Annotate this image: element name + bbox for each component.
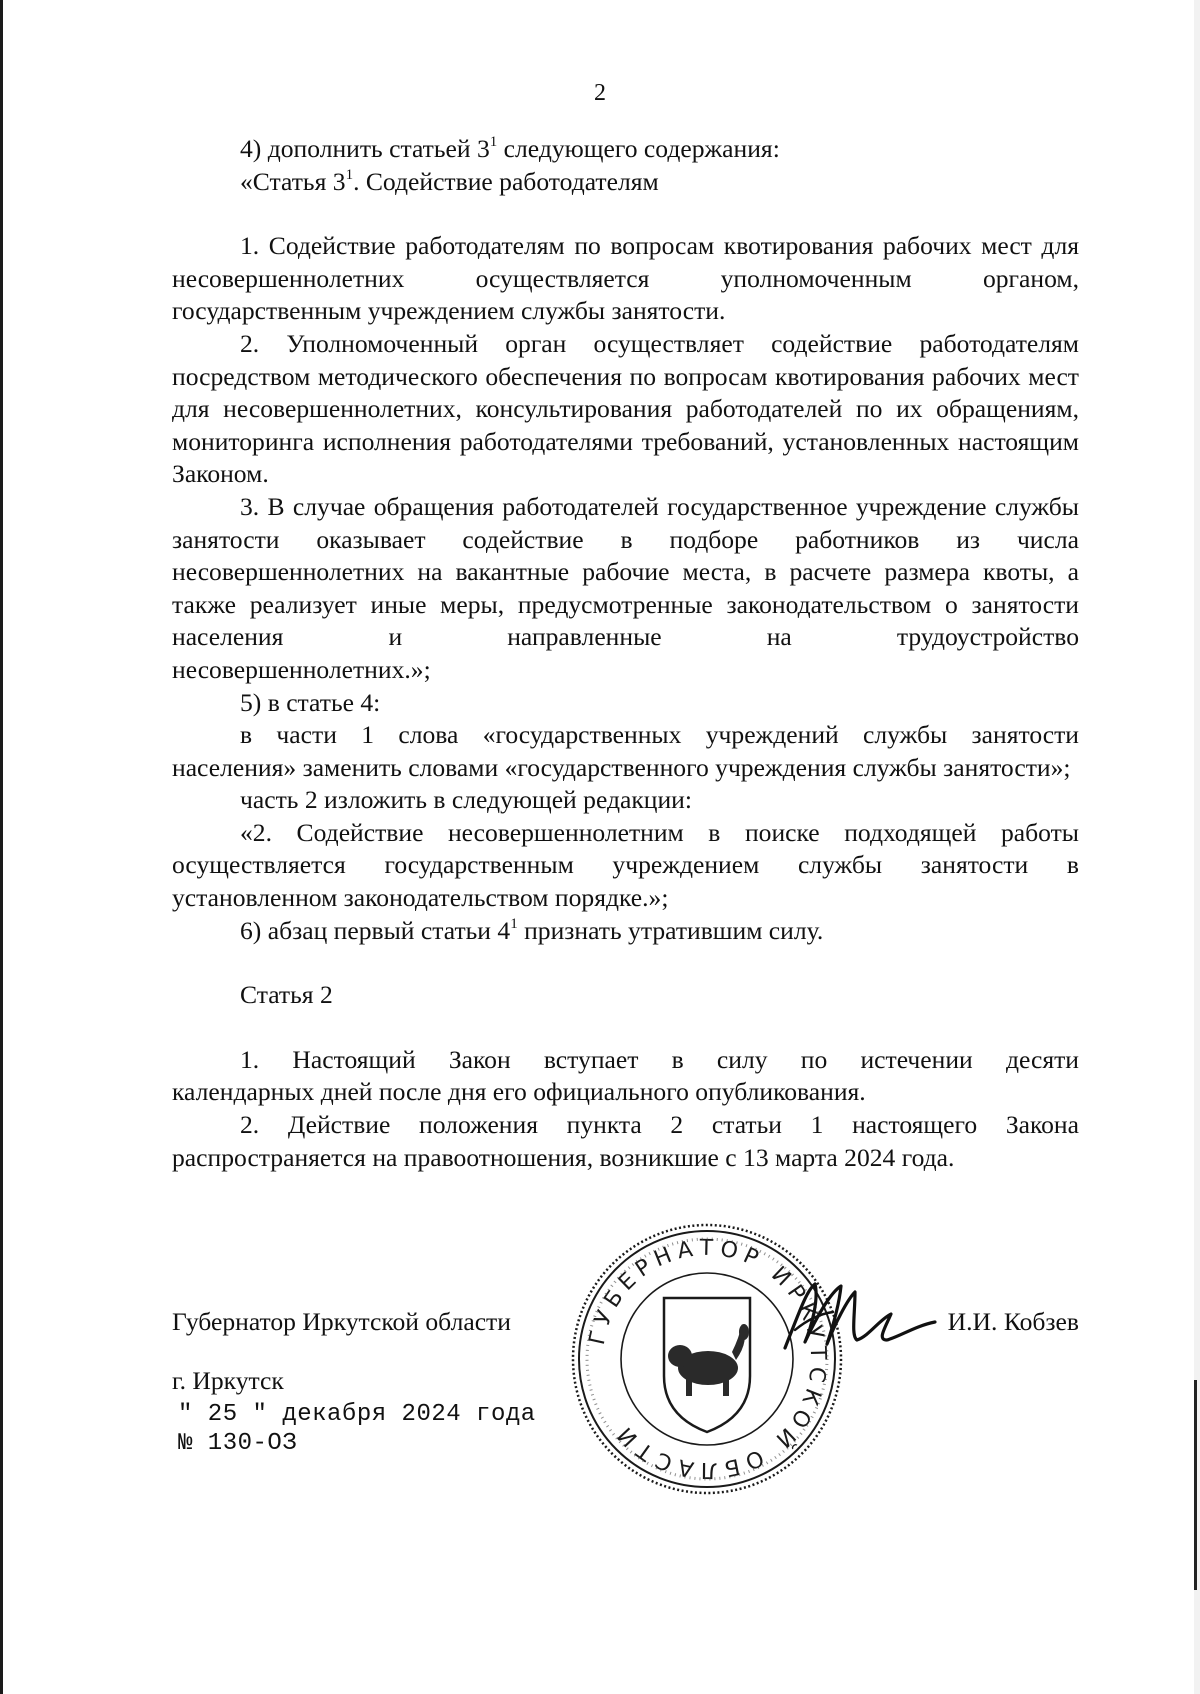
- scan-edge: [1194, 0, 1200, 1694]
- article-3-1-paragraph-3-end: несовершеннолетних.»;: [172, 654, 431, 684]
- item-5-part-1: в части 1 слова «государственных учреждений службы занятости населения» заменить словами «государственного учреждения службы занятости»;: [172, 720, 1079, 782]
- law-number: № 130-ОЗ: [178, 1430, 298, 1457]
- article-3-1-paragraph-2: 2. Уполномоченный орган осуществляет содействие работодателям посредством методического обеспечения по вопросам квотирования рабочих мест для несовершеннолетних, консультирования работодателей по их обращениям, мониторинга исполнения работодателями требований, установленных настоящим Законом.: [172, 328, 1079, 489]
- signatory-name: И.И. Кобзев: [947, 1307, 1079, 1336]
- signature-row: [172, 1306, 1079, 1338]
- law-text: [172, 133, 1079, 1174]
- item-5: 5) в статье 4:: [240, 687, 381, 717]
- article-2-paragraph-2: 2. Действие положения пункта 2 статьи 1 настоящего Закона: [240, 1110, 1079, 1140]
- item-4: 4) дополнить статьей $3^1$ следующего содержания:: [240, 134, 780, 163]
- seal-text: ГУБЕРНАТОР ИРКУТСКОЙ ОБЛАСТИ: [584, 1235, 831, 1483]
- signing-date: " 25 " декабря 2024 года: [178, 1401, 536, 1428]
- signatory-title: Губернатор Иркутской области: [172, 1307, 511, 1336]
- article-3-1-heading: «Статья $3^1$. Содействие работодателям: [240, 166, 659, 196]
- article-2-paragraph-1: 1. Настоящий Закон вступает в силу по истечении десяти: [240, 1044, 1079, 1074]
- item-5-part-2: часть 2 изложить в следующей редакции:: [240, 785, 692, 815]
- article-2-paragraph-1-end: календарных дней после дня его официального опубликования.: [172, 1077, 866, 1107]
- article-2-paragraph-2-end: распространяется на правоотношения, возникшие с 13 марта 2024 года.: [172, 1142, 955, 1172]
- item-5-part-2-text: «2. Содействие несовершеннолетним в поиске подходящей работы осуществляется государственным учреждением службы занятости в: [172, 817, 1079, 880]
- place-of-signing: г. Иркутск: [172, 1366, 284, 1395]
- article-3-1-paragraph-3: 3. В случае обращения работодателей государственное учреждение службы занятости оказывает содействие в подборе работников из числа несовершеннолетних на вакантные рабочие места, в расчете размера квоты, а также реализует иные меры, предусмотренные законодательством о занятости населения и направленные на трудоустройство: [172, 491, 1079, 652]
- page-number: 2: [594, 80, 606, 106]
- article-2-heading: Статья 2: [240, 980, 333, 1010]
- item-6: 6) абзац первый статьи $4^1$ признать утратившим силу.: [240, 915, 824, 945]
- scan-edge: [0, 0, 3, 1694]
- article-3-1-paragraph-1-end: государственным учреждением службы занятости.: [172, 296, 726, 326]
- item-5-part-2-text-end: установленном законодательством порядке.»;: [172, 883, 669, 913]
- article-3-1-paragraph-1: 1. Содействие работодателям по вопросам квотирования рабочих мест для несовершеннолетних осуществляется уполномоченным органом,: [172, 231, 1079, 293]
